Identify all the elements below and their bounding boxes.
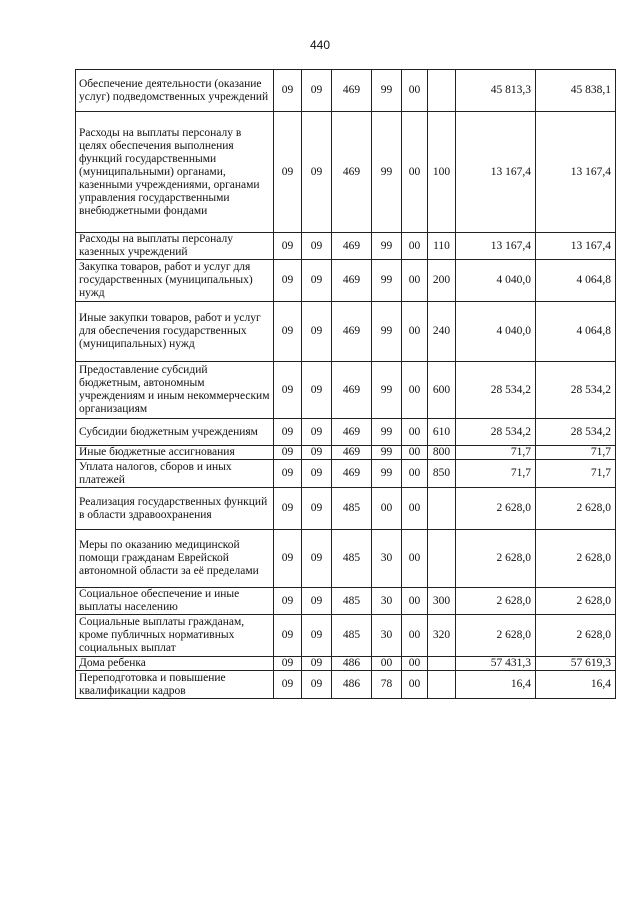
row-amount-1: 4 040,0 (456, 302, 536, 362)
row-target-code-3: 00 (402, 70, 428, 112)
row-target-code-3: 00 (402, 233, 428, 260)
table-row (76, 302, 616, 362)
row-section-code: 09 (274, 488, 302, 530)
row-section-code: 09 (274, 588, 302, 615)
row-section-code: 09 (274, 112, 302, 233)
row-amount-2: 13 167,4 (536, 233, 616, 260)
row-subsection-code: 09 (302, 70, 332, 112)
row-section-code: 09 (274, 446, 302, 460)
row-expense-type: 600 (428, 362, 456, 419)
row-section-code: 09 (274, 260, 302, 302)
row-section-code: 09 (274, 671, 302, 699)
row-target-code-2: 30 (372, 588, 402, 615)
row-target-code-2: 99 (372, 260, 402, 302)
row-section-code: 09 (274, 362, 302, 419)
row-target-code-2: 99 (372, 112, 402, 233)
row-expense-type: 800 (428, 446, 456, 460)
row-name: Дома ребенка (76, 657, 274, 671)
row-name: Закупка товаров, работ и услуг для государственных (муниципальных) нужд (76, 260, 274, 302)
row-target-code-2: 99 (372, 446, 402, 460)
row-amount-2: 2 628,0 (536, 615, 616, 657)
row-target-code-1: 485 (332, 530, 372, 588)
table-row (76, 657, 616, 671)
row-expense-type (428, 70, 456, 112)
row-amount-2: 71,7 (536, 460, 616, 488)
row-target-code-3: 00 (402, 488, 428, 530)
table-row (76, 419, 616, 446)
row-section-code: 09 (274, 419, 302, 446)
row-target-code-1: 469 (332, 419, 372, 446)
row-name: Предоставление субсидий бюджетным, автономным учреждениям и иным некоммерческим организациям (76, 362, 274, 419)
row-section-code: 09 (274, 657, 302, 671)
row-amount-1: 2 628,0 (456, 615, 536, 657)
row-expense-type: 110 (428, 233, 456, 260)
row-name: Социальное обеспечение и иные выплаты населению (76, 588, 274, 615)
row-target-code-3: 00 (402, 446, 428, 460)
row-amount-1: 2 628,0 (456, 530, 536, 588)
row-name: Субсидии бюджетным учреждениям (76, 419, 274, 446)
table-row (76, 530, 616, 588)
row-name: Переподготовка и повышение квалификации кадров (76, 671, 274, 699)
row-amount-1: 16,4 (456, 671, 536, 699)
row-subsection-code: 09 (302, 446, 332, 460)
table-row (76, 615, 616, 657)
row-target-code-2: 99 (372, 70, 402, 112)
row-name: Социальные выплаты гражданам, кроме публичных нормативных социальных выплат (76, 615, 274, 657)
row-target-code-2: 30 (372, 530, 402, 588)
row-target-code-1: 469 (332, 446, 372, 460)
table-row (76, 488, 616, 530)
row-subsection-code: 09 (302, 233, 332, 260)
row-target-code-3: 00 (402, 260, 428, 302)
row-target-code-1: 486 (332, 671, 372, 699)
row-amount-2: 57 619,3 (536, 657, 616, 671)
row-amount-1: 13 167,4 (456, 112, 536, 233)
table-row (76, 70, 616, 112)
row-name: Иные бюджетные ассигнования (76, 446, 274, 460)
row-target-code-3: 00 (402, 530, 428, 588)
row-section-code: 09 (274, 460, 302, 488)
table-row (76, 260, 616, 302)
row-amount-2: 4 064,8 (536, 302, 616, 362)
table-row (76, 588, 616, 615)
row-amount-2: 28 534,2 (536, 362, 616, 419)
row-amount-1: 4 040,0 (456, 260, 536, 302)
row-amount-2: 45 838,1 (536, 70, 616, 112)
row-target-code-3: 00 (402, 657, 428, 671)
row-amount-1: 45 813,3 (456, 70, 536, 112)
row-target-code-2: 99 (372, 233, 402, 260)
row-expense-type: 320 (428, 615, 456, 657)
table-row (76, 460, 616, 488)
row-expense-type: 200 (428, 260, 456, 302)
row-target-code-1: 485 (332, 588, 372, 615)
row-subsection-code: 09 (302, 302, 332, 362)
table-row (76, 362, 616, 419)
row-name: Меры по оказанию медицинской помощи гражданам Еврейской автономной области за её пределами (76, 530, 274, 588)
row-target-code-1: 485 (332, 615, 372, 657)
row-section-code: 09 (274, 615, 302, 657)
row-expense-type: 240 (428, 302, 456, 362)
row-expense-type: 100 (428, 112, 456, 233)
row-subsection-code: 09 (302, 419, 332, 446)
row-amount-1: 71,7 (456, 446, 536, 460)
row-expense-type (428, 488, 456, 530)
row-amount-1: 57 431,3 (456, 657, 536, 671)
row-target-code-1: 469 (332, 70, 372, 112)
row-target-code-3: 00 (402, 419, 428, 446)
table-row (76, 671, 616, 699)
row-target-code-2: 78 (372, 671, 402, 699)
row-target-code-1: 486 (332, 657, 372, 671)
row-amount-1: 71,7 (456, 460, 536, 488)
row-target-code-2: 99 (372, 419, 402, 446)
row-expense-type (428, 530, 456, 588)
row-subsection-code: 09 (302, 488, 332, 530)
row-name: Расходы на выплаты персоналу казенных учреждений (76, 233, 274, 260)
row-target-code-3: 00 (402, 588, 428, 615)
row-name: Уплата налогов, сборов и иных платежей (76, 460, 274, 488)
row-target-code-3: 00 (402, 671, 428, 699)
row-subsection-code: 09 (302, 657, 332, 671)
row-expense-type: 850 (428, 460, 456, 488)
row-target-code-2: 99 (372, 362, 402, 419)
table-row (76, 446, 616, 460)
row-section-code: 09 (274, 530, 302, 588)
row-target-code-2: 99 (372, 302, 402, 362)
row-amount-2: 4 064,8 (536, 260, 616, 302)
row-subsection-code: 09 (302, 362, 332, 419)
row-amount-2: 28 534,2 (536, 419, 616, 446)
row-target-code-2: 99 (372, 460, 402, 488)
row-subsection-code: 09 (302, 588, 332, 615)
row-subsection-code: 09 (302, 260, 332, 302)
row-target-code-3: 00 (402, 362, 428, 419)
row-subsection-code: 09 (302, 530, 332, 588)
row-target-code-3: 00 (402, 460, 428, 488)
row-target-code-1: 469 (332, 112, 372, 233)
table-row (76, 112, 616, 233)
row-target-code-1: 469 (332, 302, 372, 362)
row-amount-1: 2 628,0 (456, 488, 536, 530)
row-amount-2: 71,7 (536, 446, 616, 460)
row-amount-2: 2 628,0 (536, 488, 616, 530)
row-name: Иные закупки товаров, работ и услуг для обеспечения государственных (муниципальных) нужд (76, 302, 274, 362)
row-target-code-2: 00 (372, 488, 402, 530)
row-amount-2: 13 167,4 (536, 112, 616, 233)
row-amount-1: 28 534,2 (456, 419, 536, 446)
row-subsection-code: 09 (302, 615, 332, 657)
row-section-code: 09 (274, 233, 302, 260)
row-amount-2: 16,4 (536, 671, 616, 699)
row-target-code-1: 469 (332, 233, 372, 260)
row-expense-type: 610 (428, 419, 456, 446)
row-expense-type (428, 657, 456, 671)
row-expense-type: 300 (428, 588, 456, 615)
row-target-code-2: 00 (372, 657, 402, 671)
row-target-code-3: 00 (402, 302, 428, 362)
row-section-code: 09 (274, 70, 302, 112)
row-target-code-3: 00 (402, 615, 428, 657)
row-section-code: 09 (274, 302, 302, 362)
row-target-code-1: 469 (332, 460, 372, 488)
row-target-code-1: 485 (332, 488, 372, 530)
row-name: Реализация государственных функций в области здравоохранения (76, 488, 274, 530)
row-expense-type (428, 671, 456, 699)
row-subsection-code: 09 (302, 460, 332, 488)
page-number: 440 (309, 38, 331, 52)
row-name: Обеспечение деятельности (оказание услуг) подведомственных учреждений (76, 70, 274, 112)
row-subsection-code: 09 (302, 671, 332, 699)
row-target-code-3: 00 (402, 112, 428, 233)
row-name: Расходы на выплаты персоналу в целях обеспечения выполнения функций государственными (муниципальными) органами, казенными учреждениями, органами управления государственными внебюджетными фондами (76, 112, 274, 233)
row-amount-1: 28 534,2 (456, 362, 536, 419)
row-amount-2: 2 628,0 (536, 530, 616, 588)
row-amount-1: 2 628,0 (456, 588, 536, 615)
table-body (76, 70, 616, 699)
row-amount-2: 2 628,0 (536, 588, 616, 615)
row-amount-1: 13 167,4 (456, 233, 536, 260)
row-target-code-1: 469 (332, 260, 372, 302)
row-target-code-1: 469 (332, 362, 372, 419)
row-subsection-code: 09 (302, 112, 332, 233)
table-row (76, 233, 616, 260)
row-target-code-2: 30 (372, 615, 402, 657)
budget-table (75, 69, 616, 699)
